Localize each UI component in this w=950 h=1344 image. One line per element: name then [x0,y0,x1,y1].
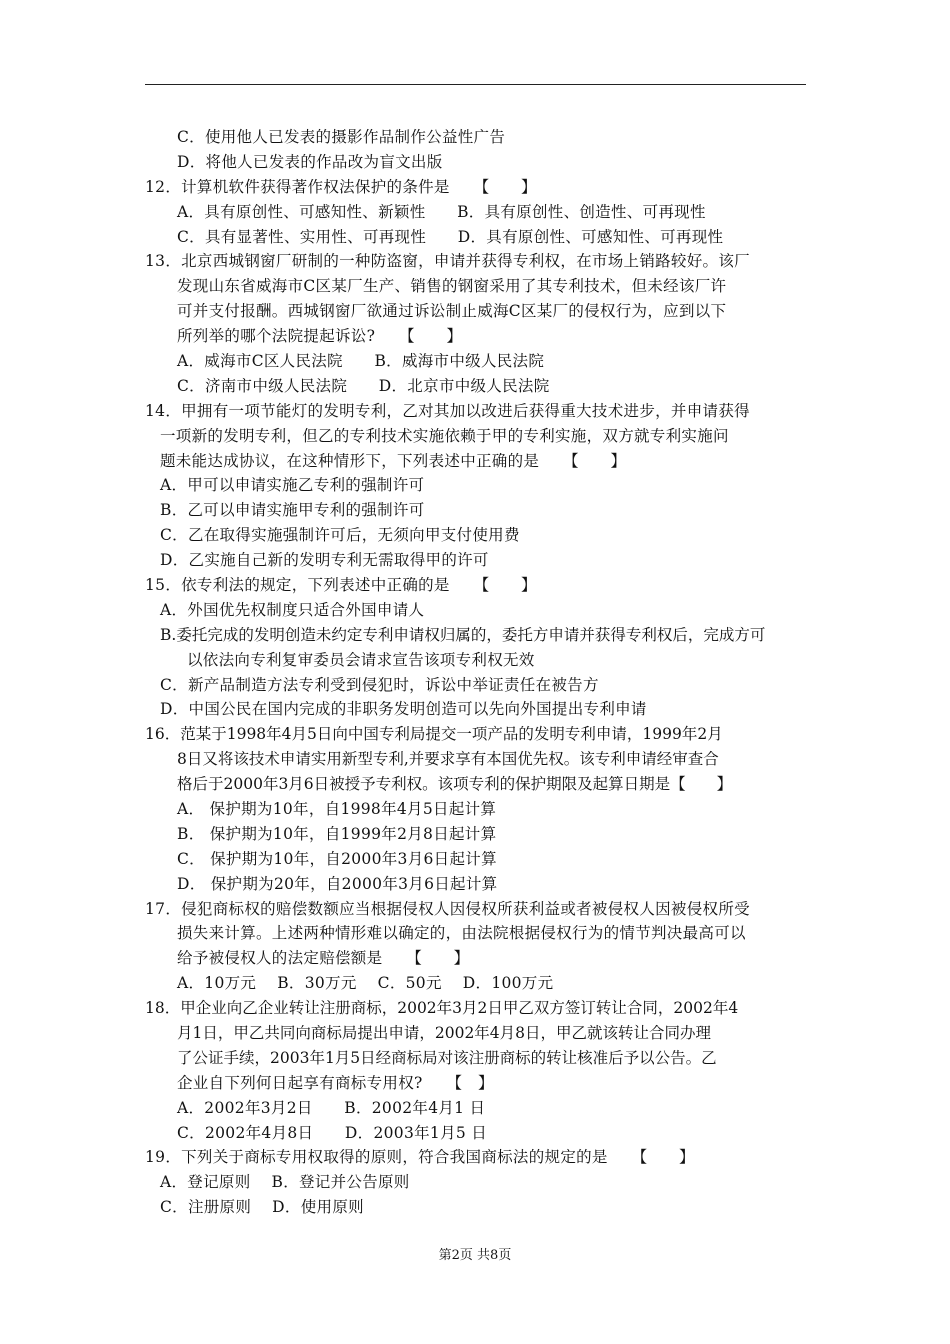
question-15: 15．依专利法的规定，下列表述中正确的是 【 】 [145,576,537,594]
option-line: C． 保护期为10年，自2000年3月6日起计算 [177,850,497,868]
question-17: 17．侵犯商标权的赔偿数额应当根据侵权人因侵权所获利益或者被侵权人因被侵权所受 [145,900,750,918]
option-line: D．中国公民在国内完成的非职务发明创造可以先向外国提出专利申请 [160,700,647,718]
question-line: 题未能达成协议，在这种情形下，下列表述中正确的是 【 】 [160,452,627,470]
question-line: 发现山东省威海市C区某厂生产、销售的钢窗采用了其专利技术，但未经该厂许 [177,277,727,295]
option-line: A．甲可以申请实施乙专利的强制许可 [160,476,425,494]
question-13: 13．北京西城钢窗厂研制的一种防盗窗，申请并获得专利权，在市场上销路较好。该厂 [145,252,750,270]
option-line: B．乙可以申请实施甲专利的强制许可 [160,501,425,519]
question-line: 可并支付报酬。西城钢窗厂欲通过诉讼制止威海C区某厂的侵权行为，应到以下 [177,302,727,320]
question-line: 8日又将该技术申请实用新型专利,并要求享有本国优先权。该专利申请经审查合 [177,750,719,768]
option-line: D．将他人已发表的作品改为盲文出版 [177,153,443,171]
question-19: 19．下列关于商标专用权取得的原则，符合我国商标法的规定的是 【 】 [145,1148,695,1166]
option-line: B.委托完成的发明创造未约定专利申请权归属的，委托方申请并获得专利权后，完成方可 [160,626,766,644]
option-line: 以依法向专利复审委员会请求宣告该项专利权无效 [187,651,535,669]
option-line: C．具有显著性、实用性、可再现性 D．具有原创性、可感知性、可再现性 [177,228,724,246]
option-line: A．威海市C区人民法院 B．威海市中级人民法院 [177,352,545,370]
question-line: 一项新的发明专利，但乙的专利技术实施依赖于甲的专利实施，双方就专利实施问 [160,427,729,445]
option-line: C．济南市中级人民法院 D．北京市中级人民法院 [177,377,550,395]
option-line: A．具有原创性、可感知性、新颖性 B．具有原创性、创造性、可再现性 [177,203,706,221]
option-line: D． 保护期为20年，自2000年3月6日起计算 [177,875,498,893]
question-line: 了公证手续，2003年1月5日经商标局对该注册商标的转让核准后予以公告。乙 [177,1049,717,1067]
option-line: C．乙在取得实施强制许可后，无须向甲支付使用费 [160,526,520,544]
question-line: 给予被侵权人的法定赔偿额是 【 】 [177,949,470,967]
option-line: A．2002年3月2日 B．2002年4月1 日 [177,1099,486,1117]
question-line: 格后于2000年3月6日被授予专利权。该项专利的保护期限及起算日期是【 】 [177,775,733,793]
option-line: A． 保护期为10年，自1998年4月5日起计算 [177,800,497,818]
option-line: A．10万元 B．30万元 C．50元 D．100万元 [177,974,554,992]
question-line: 月1日，甲乙共同向商标局提出申请，2002年4月8日，甲乙就该转让合同办理 [177,1024,712,1042]
question-14: 14．甲拥有一项节能灯的发明专利，乙对其加以改进后获得重大技术进步，并申请获得 [145,402,750,420]
option-line: B． 保护期为10年，自1999年2月8日起计算 [177,825,497,843]
question-line: 损失来计算。上述两种情形难以确定的，由法院根据侵权行为的情节判决最高可以 [177,924,746,942]
question-line: 所列举的哪个法院提起诉讼? 【 】 [177,327,463,345]
option-line: A．登记原则 B．登记并公告原则 [160,1173,410,1191]
question-12: 12．计算机软件获得著作权法保护的条件是 【 】 [145,178,537,196]
option-line: C．2002年4月8日 D．2003年1月5 日 [177,1124,488,1142]
question-18: 18．甲企业向乙企业转让注册商标，2002年3月2日甲乙双方签订转让合同，2002年4 [145,999,739,1017]
option-line: A．外国优先权制度只适合外国申请人 [160,601,425,619]
header-rule [145,84,806,85]
option-line: C．新产品制造方法专利受到侵犯时，诉讼中举证责任在被告方 [160,676,599,694]
question-line: 企业自下列何日起享有商标专用权? 【 】 [177,1074,494,1092]
question-16: 16．范某于1998年4月5日向中国专利局提交一项产品的发明专利申请，1999年2月 [145,725,723,743]
option-line: C．注册原则 D．使用原则 [160,1198,364,1216]
page-number-footer: 第2页 共8页 [438,1248,512,1263]
option-line: D．乙实施自己新的发明专利无需取得甲的许可 [160,551,489,569]
option-line: C．使用他人已发表的摄影作品制作公益性广告 [177,128,506,146]
